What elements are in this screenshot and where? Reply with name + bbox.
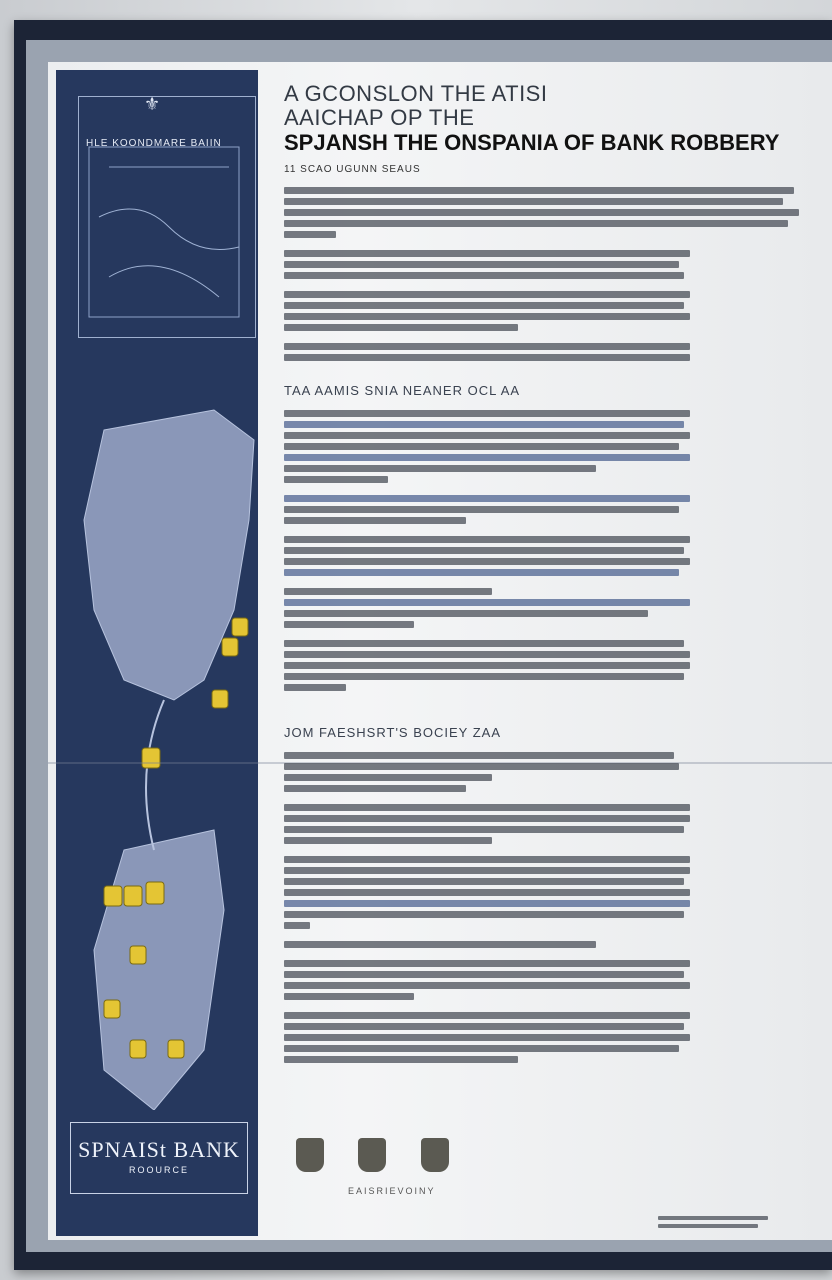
poster (48, 62, 832, 1240)
emblem-row (296, 1138, 479, 1177)
paragraph (284, 1012, 804, 1063)
paragraph (284, 941, 804, 948)
corner-credit (658, 1212, 768, 1232)
paragraph (284, 291, 804, 331)
inset-map-lines (79, 97, 255, 337)
bank-marker (146, 882, 164, 904)
lion-crest-icon (358, 1138, 386, 1172)
paragraph (284, 250, 804, 279)
text-column (284, 82, 804, 1067)
paragraph (284, 856, 804, 929)
bank-marker (168, 1040, 184, 1058)
inset-map (78, 96, 256, 338)
section-heading: JOM FAESHSRT'S BOCIEY ZAA (284, 725, 501, 740)
poster-title-line-3: SPJANSH THE ONSPANIA OF BANK ROBBERY (284, 130, 780, 155)
poster-title-line-2: AAICHAP OP THE (284, 105, 475, 130)
bank-marker (130, 946, 146, 964)
poster-subtitle: 11 SCAO UGUNN SEAUS (284, 164, 421, 175)
paragraph (284, 343, 804, 361)
map-region-south (94, 830, 224, 1110)
paragraph (284, 588, 804, 628)
inset-map-title: HLE KOONDMARE BAIIN (86, 138, 222, 149)
fleur-de-lis-icon: ⚜ (144, 94, 161, 114)
bank-marker (130, 1040, 146, 1058)
paragraph (284, 536, 804, 576)
emblem-caption: EAISRIEVOINY (348, 1186, 436, 1196)
badge-title: SPNAISt BANK (78, 1137, 240, 1162)
title-badge (70, 1122, 248, 1194)
bank-marker (124, 886, 142, 906)
intro-paragraph (284, 187, 804, 238)
bank-marker (232, 618, 248, 636)
paragraph (284, 960, 804, 1000)
bank-marker (222, 638, 238, 656)
poster-title-line-1: A GCONSLON THE ATISI (284, 81, 548, 106)
paragraph (284, 495, 804, 524)
badge-subtitle: ROOURCE (128, 1165, 189, 1175)
bank-marker (212, 690, 228, 708)
bank-marker (104, 886, 122, 906)
crest-icon (296, 1138, 324, 1172)
bank-marker (142, 748, 160, 768)
spain-map (64, 350, 266, 1110)
paragraph (284, 410, 804, 483)
paragraph (284, 640, 804, 691)
coastline (146, 700, 164, 850)
section-heading: TAA AAMIS SNIA NEANER OCL AA (284, 383, 521, 398)
paragraph (284, 804, 804, 844)
shield-crest-icon (421, 1138, 449, 1172)
paragraph (284, 752, 804, 792)
bank-marker (104, 1000, 120, 1018)
map-band (56, 70, 258, 1236)
